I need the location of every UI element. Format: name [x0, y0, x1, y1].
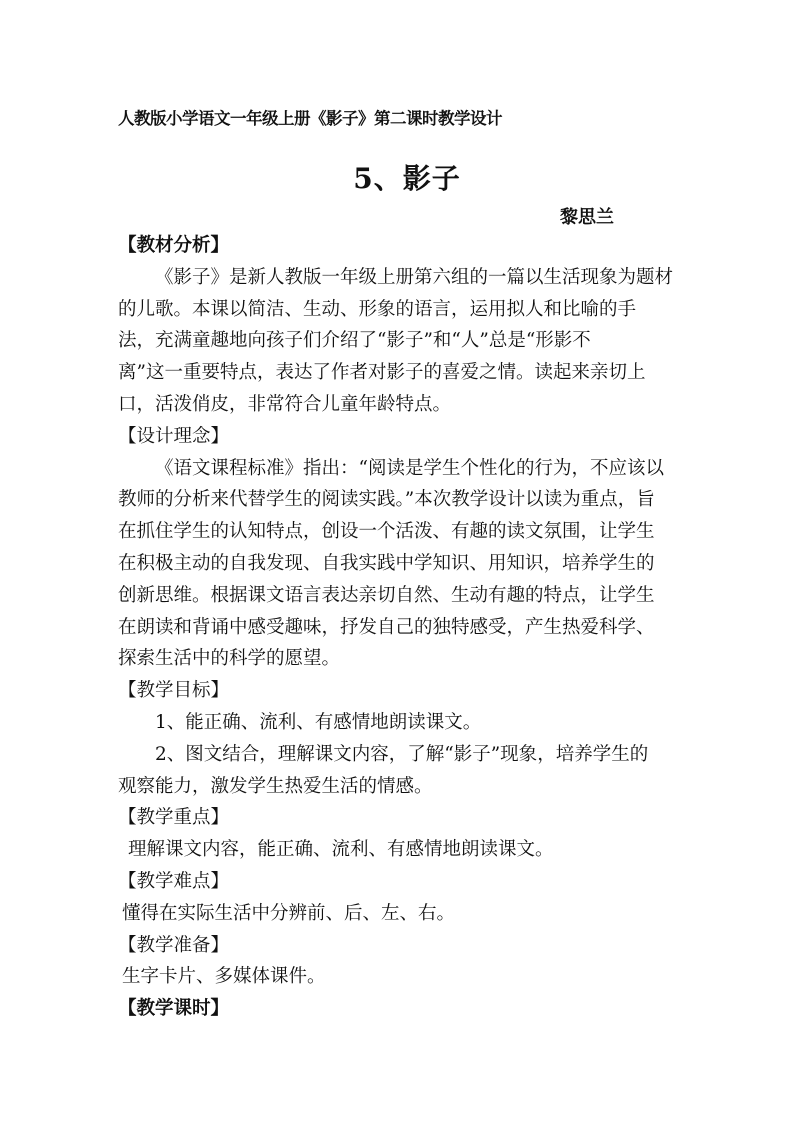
goals-line: 观察能力，激发学生热爱生活的情感。	[118, 775, 433, 797]
goals-line: 2、图文结合，理解课文内容，了解“影子”现象，培养学生的	[155, 743, 649, 765]
concept-line: 《语文课程标准》指出：“阅读是学生个性化的行为，不应该以	[155, 457, 664, 479]
section-heading-goals: 【教学目标】	[118, 680, 230, 702]
author-name: 黎思兰	[560, 207, 614, 228]
section-heading-analysis: 【教材分析】	[118, 235, 230, 256]
section-heading-difficulties: 【教学难点】	[118, 870, 230, 892]
section-heading-key-points: 【教学重点】	[118, 807, 230, 829]
goals-line: 1、能正确、流利、有感情地朗读课文。	[155, 711, 482, 733]
concept-line: 创新思维。根据课文语言表达亲切自然、生动有趣的特点，让学生	[118, 584, 655, 606]
section-heading-concept: 【设计理念】	[118, 425, 230, 447]
preparation-text: 生字卡片、多媒体课件。	[122, 966, 326, 988]
analysis-line: 法，充满童趣地向孩子们介绍了“影子”和“人”总是“形影不	[118, 330, 591, 352]
section-heading-periods: 【教学课时】	[118, 998, 230, 1020]
analysis-line: 《影子》是新人教版一年级上册第六组的一篇以生活现象为题材	[155, 266, 674, 288]
document-header: 人教版小学语文一年级上册《影子》第二课时教学设计	[118, 109, 502, 128]
analysis-line: 的儿歌。本课以简洁、生动、形象的语言，运用拟人和比喻的手	[118, 298, 637, 320]
document-body	[118, 230, 684, 1025]
analysis-line: 口，活泼俏皮，非常符合儿童年龄特点。	[118, 393, 452, 415]
concept-line: 在积极主动的自我发现、自我实践中学知识、用知识，培养学生的	[118, 552, 655, 574]
key-points-text: 理解课文内容，能正确、流利、有感情地朗读课文。	[128, 839, 554, 861]
section-heading-preparation: 【教学准备】	[118, 934, 230, 956]
concept-line: 探索生活中的科学的愿望。	[118, 648, 341, 670]
difficulties-text: 懂得在实际生活中分辨前、后、左、右。	[122, 902, 456, 924]
concept-line: 教师的分析来代替学生的阅读实践。”本次教学设计以读为重点，旨	[118, 489, 655, 511]
concept-line: 在朗读和背诵中感受趣味，抒发自己的独特感受，产生热爱科学、	[118, 616, 655, 638]
concept-line: 在抓住学生的认知特点，创设一个活泼、有趣的读文氛围，让学生	[118, 521, 655, 543]
analysis-line: 离”这一重要特点，表达了作者对影子的喜爱之情。读起来亲切上	[118, 362, 646, 384]
page-title: 5、影子	[353, 162, 461, 195]
